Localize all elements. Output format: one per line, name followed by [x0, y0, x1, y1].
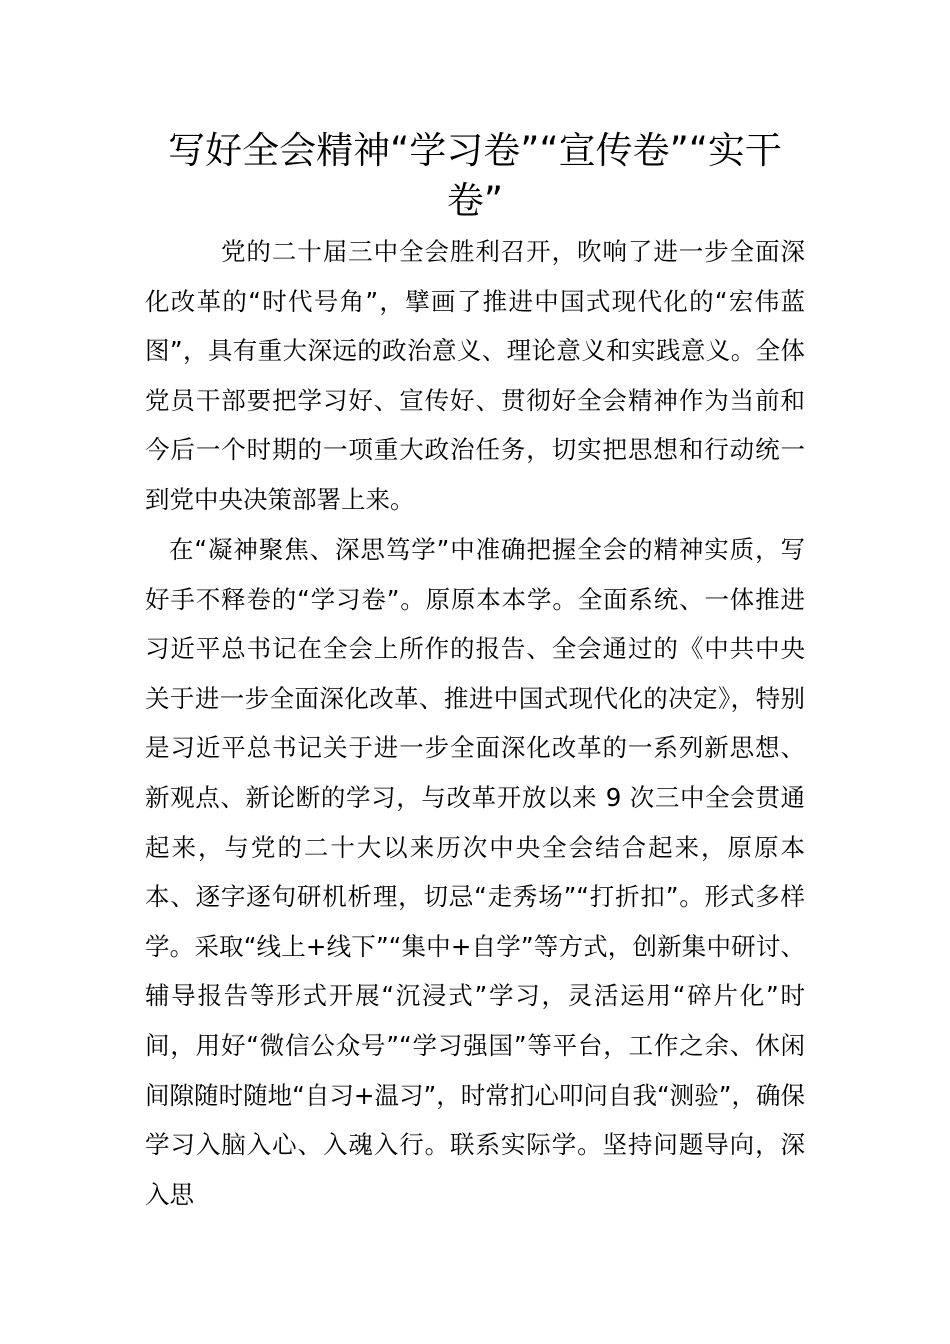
document-title: 写好全会精神“学习卷”“宣传卷”“实干卷” [168, 129, 782, 222]
body-paragraph: 在“凝神聚焦、深思笃学”中准确把握全会的精神实质，写好手不释卷的“学习卷”。原原本本学。全面系统、一体推进习近平总书记在全会上所作的报告、全会通过的《中共中央关于进一步全面深化改革、推进中国式现代化的决定》，特别是习近平总书记关于进一步全面深化改革的一系列新思想、新观点、新论断的学习，与改革开放以来 9 次三中全会贯通起来，与党的二十大以来历次中央全会结合起来，原原本本、逐字逐句研机析理，切忌“走秀场”“打折扣”。形式多样学。采取“线上+线下”“集中+自学”等方式，创新集中研讨、辅导报告等形式开展“沉浸式”学习，灵活运用“碎片化”时间，用好“微信公众号”“学习强国”等平台，工作之余、休闲间隙随时随地“自习+温习”，时常扪心叩问自我“测验”，确保学习入脑入心、入魂入行。联系实际学。坚持问题导向，深入思 [145, 535, 805, 1209]
body-paragraph: 党的二十届三中全会胜利召开，吹响了进一步全面深化改革的“时代号角”，擘画了推进中国式现代化的“宏伟蓝图”，具有重大深远的政治意义、理论意义和实践意义。全体党员干部要把学习好、宣传好、贯彻好全会精神作为当前和今后一个时期的一项重大政治任务，切实把思想和行动统一到党中央决策部署上来。 [145, 237, 805, 514]
